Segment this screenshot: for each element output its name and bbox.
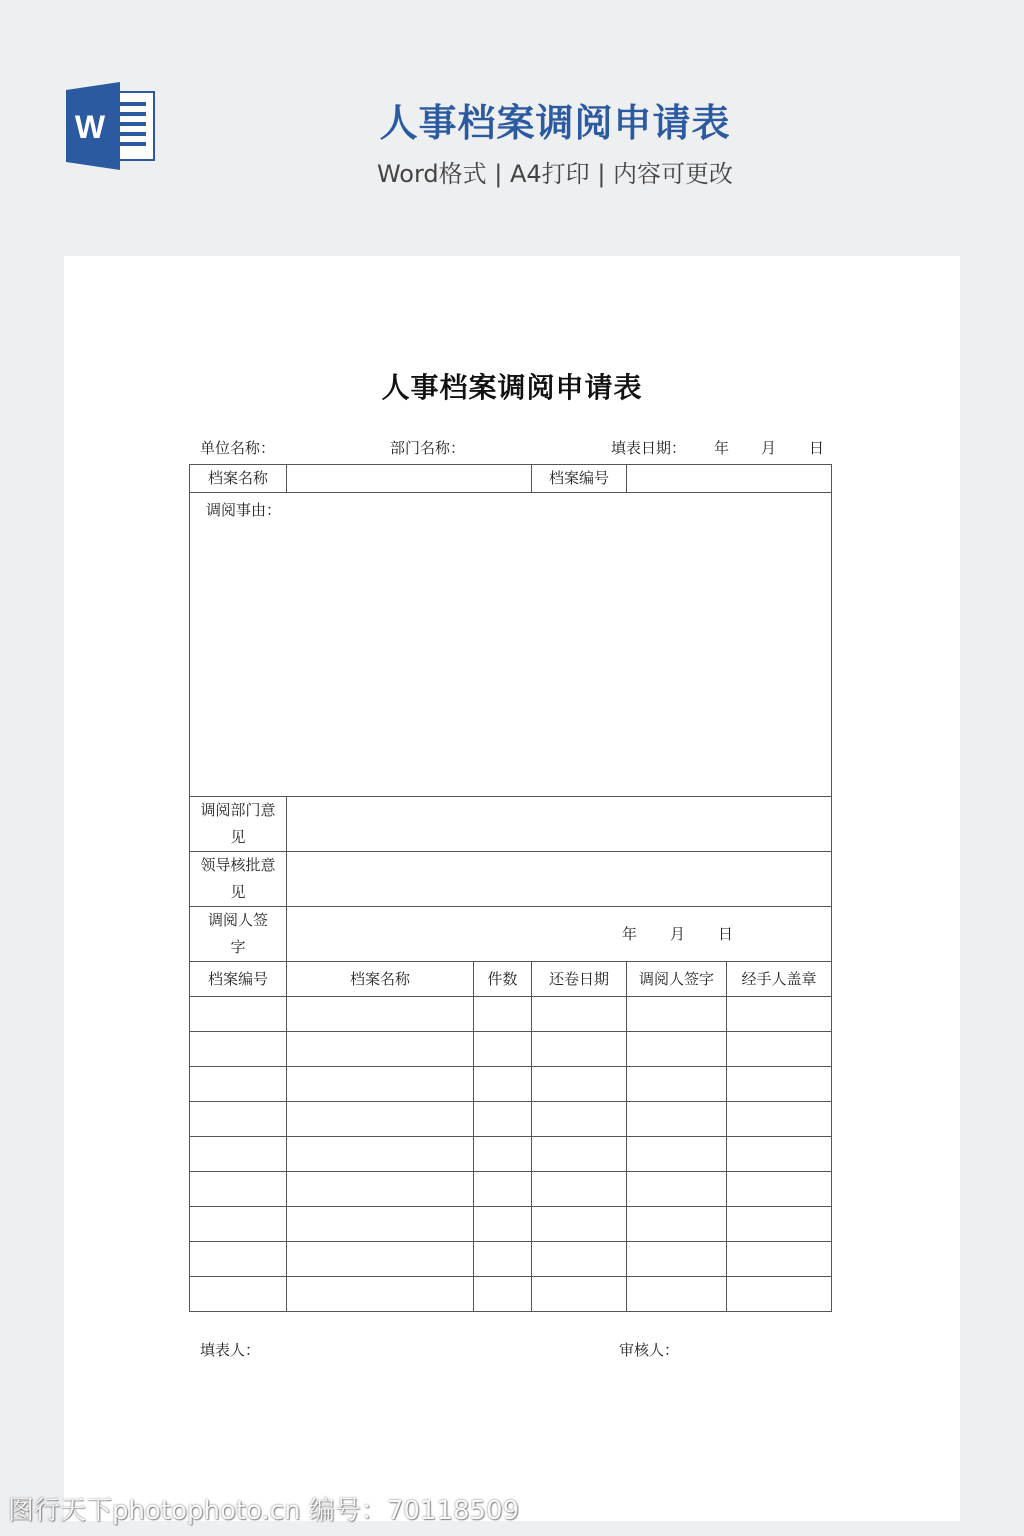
table-cell[interactable]	[190, 1137, 287, 1172]
column-header: 经手人盖章	[727, 962, 832, 997]
department-name-label: 部门名称：	[390, 439, 466, 457]
file-name-value[interactable]	[287, 465, 532, 493]
table-row	[190, 1067, 832, 1102]
file-number-label: 档案编号	[532, 465, 627, 493]
records-header-row	[190, 962, 832, 997]
table-cell[interactable]	[532, 1137, 627, 1172]
table-cell[interactable]	[474, 1207, 532, 1242]
table-cell[interactable]	[287, 1067, 474, 1102]
table-cell[interactable]	[627, 1277, 727, 1312]
dept-opinion-label	[190, 797, 287, 852]
table-cell[interactable]	[287, 1102, 474, 1137]
file-name-label: 档案名称	[190, 465, 287, 493]
table-cell[interactable]	[287, 1242, 474, 1277]
column-header: 还卷日期	[532, 962, 627, 997]
table-cell[interactable]	[727, 1067, 832, 1102]
table-cell[interactable]	[727, 1032, 832, 1067]
fill-date-year: 年	[714, 439, 730, 457]
table-row	[190, 1277, 832, 1312]
table-cell[interactable]	[532, 1172, 627, 1207]
dept-opinion-row	[190, 797, 832, 852]
table-cell[interactable]	[727, 997, 832, 1032]
table-cell[interactable]	[727, 1242, 832, 1277]
table-cell[interactable]	[474, 1067, 532, 1102]
reason-field[interactable]	[190, 493, 832, 797]
table-row	[190, 1102, 832, 1137]
table-cell[interactable]	[190, 1032, 287, 1067]
table-cell[interactable]	[727, 1102, 832, 1137]
table-cell[interactable]	[727, 1172, 832, 1207]
document-title: 人事档案调阅申请表	[381, 371, 643, 404]
column-header: 档案编号	[190, 962, 287, 997]
filler-label: 填表人：	[200, 1341, 261, 1359]
table-cell[interactable]	[287, 1137, 474, 1172]
table-cell[interactable]	[190, 1102, 287, 1137]
records-body	[190, 997, 832, 1312]
signer-signature-field[interactable]	[287, 907, 832, 962]
reason-row	[190, 493, 832, 797]
leader-approval-value[interactable]	[287, 852, 832, 907]
reason-label: 调阅事由：	[206, 501, 282, 519]
fill-date-day: 日	[809, 439, 825, 457]
table-cell[interactable]	[627, 1172, 727, 1207]
table-row	[190, 997, 832, 1032]
column-header: 调阅人签字	[627, 962, 727, 997]
word-logo-letter: W	[74, 109, 106, 145]
table-cell[interactable]	[474, 1032, 532, 1067]
table-cell[interactable]	[474, 1277, 532, 1312]
table-cell[interactable]	[532, 1032, 627, 1067]
watermark: 图行天下photophoto.cn 编号：70118509	[8, 1496, 520, 1526]
table-cell[interactable]	[287, 1172, 474, 1207]
file-number-value[interactable]	[627, 465, 832, 493]
table-cell[interactable]	[190, 1242, 287, 1277]
table-cell[interactable]	[474, 1172, 532, 1207]
leader-approval-row	[190, 852, 832, 907]
word-logo-icon	[64, 82, 156, 170]
file-info-row	[190, 465, 832, 493]
table-cell[interactable]	[190, 1207, 287, 1242]
table-cell[interactable]	[287, 1207, 474, 1242]
table-cell[interactable]	[532, 1242, 627, 1277]
sign-date-day: 日	[718, 925, 734, 943]
fill-date-label: 填表日期：	[611, 439, 687, 457]
table-cell[interactable]	[190, 997, 287, 1032]
table-cell[interactable]	[727, 1137, 832, 1172]
table-row	[190, 1172, 832, 1207]
table-cell[interactable]	[627, 1137, 727, 1172]
table-cell[interactable]	[727, 1207, 832, 1242]
table-cell[interactable]	[287, 997, 474, 1032]
signer-label-text: 调阅人签字	[207, 911, 268, 956]
banner-title: 人事档案调阅申请表	[379, 101, 731, 145]
table-row	[190, 1207, 832, 1242]
table-cell[interactable]	[532, 1277, 627, 1312]
table-cell[interactable]	[190, 1067, 287, 1102]
dept-opinion-value[interactable]	[287, 797, 832, 852]
leader-approval-label	[190, 852, 287, 907]
table-cell[interactable]	[627, 997, 727, 1032]
fill-date-month: 月	[761, 439, 777, 457]
unit-name-label: 单位名称：	[200, 439, 276, 457]
table-row	[190, 1242, 832, 1277]
table-row	[190, 1137, 832, 1172]
signer-label	[190, 907, 287, 962]
table-cell[interactable]	[474, 1242, 532, 1277]
table-cell[interactable]	[532, 1102, 627, 1137]
table-cell[interactable]	[627, 1207, 727, 1242]
table-cell[interactable]	[627, 1067, 727, 1102]
table-cell[interactable]	[190, 1277, 287, 1312]
column-header: 档案名称	[287, 962, 474, 997]
table-cell[interactable]	[532, 1067, 627, 1102]
table-cell[interactable]	[627, 1242, 727, 1277]
table-cell[interactable]	[190, 1172, 287, 1207]
signer-row	[190, 907, 832, 962]
table-cell[interactable]	[474, 997, 532, 1032]
leader-approval-label-text: 领导核批意见	[200, 856, 276, 901]
column-header: 件数	[474, 962, 532, 997]
sign-date-year: 年	[622, 925, 638, 943]
table-row	[190, 1032, 832, 1067]
table-cell[interactable]	[627, 1102, 727, 1137]
document-page	[64, 256, 960, 1521]
table-cell[interactable]	[627, 1032, 727, 1067]
table-cell[interactable]	[287, 1032, 474, 1067]
table-cell[interactable]	[532, 997, 627, 1032]
banner-subtitle: Word格式 | A4打印 | 内容可更改	[376, 160, 734, 188]
dept-opinion-label-text: 调阅部门意见	[200, 801, 276, 846]
table-cell[interactable]	[474, 1137, 532, 1172]
application-form-table	[189, 464, 832, 1312]
table-cell[interactable]	[287, 1277, 474, 1312]
table-cell[interactable]	[474, 1102, 532, 1137]
sign-date-month: 月	[670, 925, 686, 943]
table-cell[interactable]	[727, 1277, 832, 1312]
table-cell[interactable]	[532, 1207, 627, 1242]
reviewer-label: 审核人：	[619, 1341, 680, 1359]
